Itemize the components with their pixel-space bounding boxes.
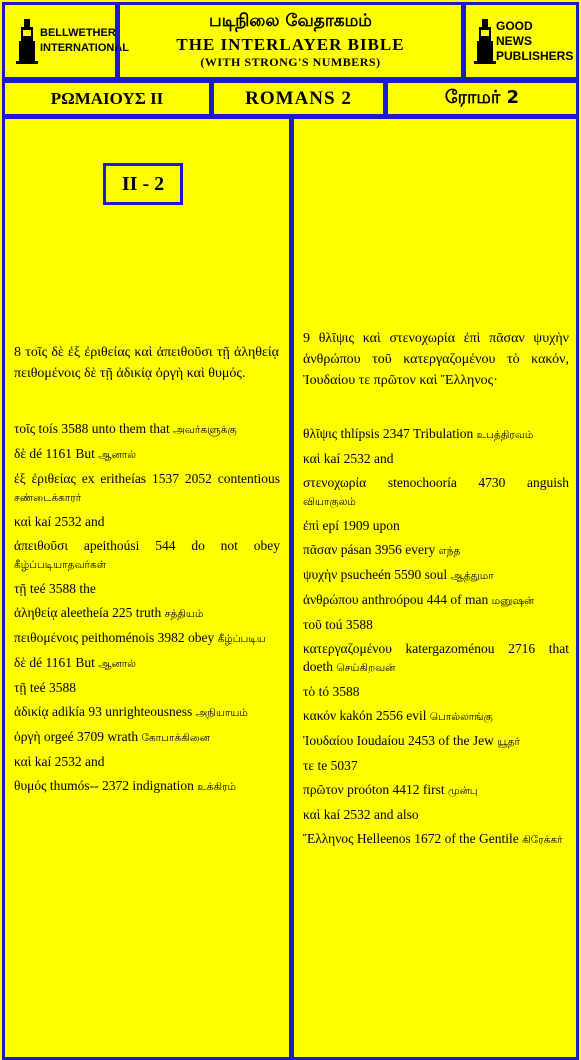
word-entry <box>14 445 280 464</box>
word-english: of man <box>450 592 489 607</box>
word-english: every <box>405 542 436 557</box>
word-greek: ἐξ ἐριθείας <box>14 471 76 486</box>
bell-tower-icon <box>14 17 40 65</box>
word-english: and <box>85 514 105 529</box>
word-strong-number: 3588 <box>61 421 89 436</box>
word-english: first <box>422 782 445 797</box>
word-english: wrath <box>107 729 139 744</box>
word-english: and also <box>374 807 419 822</box>
word-greek: τῇ <box>14 680 27 695</box>
word-entry <box>303 830 569 849</box>
title-tamil: படிநிலை வேதாகமம் <box>209 11 372 31</box>
word-transliteration: ex eritheías <box>81 471 147 486</box>
word-tamil: ஆத்துமா <box>450 570 494 582</box>
word-tamil: அநியாயம் <box>195 707 248 719</box>
good-news-logo-text: GOOD NEWS PUBLISHERS <box>496 18 574 63</box>
word-transliteration: kaí <box>34 754 52 769</box>
word-tamil: சத்தியம் <box>164 608 204 620</box>
word-strong-number: 1161 <box>45 446 73 461</box>
word-transliteration: psucheén <box>340 567 391 582</box>
word-strong-number: 93 <box>88 704 102 719</box>
verse-9-text: 9 θλῖψις καὶ στενοχωρία ἐπὶ πᾶσαν ψυχὴν ἀνθρώπου τοῦ κατεργαζομένου τὸ κακόν, Ἰουδαίου τε πρῶτον καὶ Ἕλληνος· <box>303 331 569 388</box>
tamil-book-header: ரோமர் 2 <box>385 80 579 117</box>
word-entry <box>14 728 280 747</box>
word-transliteration: adikía <box>51 704 85 719</box>
word-greek: ψυχὴν <box>303 567 338 582</box>
word-transliteration: toú <box>325 617 343 632</box>
word-entry <box>303 425 569 444</box>
word-entry <box>303 616 569 634</box>
word-english: that doeth <box>303 641 570 674</box>
word-strong-number: 3588 <box>345 617 373 632</box>
bell-tower-icon <box>474 17 496 65</box>
word-tamil: கோபாக்கினை <box>141 732 210 744</box>
word-greek: ὀργὴ <box>14 729 41 744</box>
word-english: upon <box>372 518 400 533</box>
word-strong-number: 544 <box>155 538 176 553</box>
word-greek: τοῦ <box>303 617 322 632</box>
word-tamil: பொல்லாங்கு <box>429 711 493 723</box>
word-entry <box>14 654 280 673</box>
word-strong-number: 2372 <box>101 778 129 793</box>
word-greek: θυμός <box>14 778 47 793</box>
word-strong-number: 2453 <box>408 733 436 748</box>
word-strong-number: 1537 2052 <box>151 471 212 486</box>
word-strong-number: 3588 <box>49 581 76 596</box>
word-transliteration: teé <box>29 581 46 596</box>
word-greek: κακόν <box>303 708 337 723</box>
word-english: the <box>79 581 96 596</box>
word-entry <box>303 683 569 701</box>
word-entry <box>303 566 569 585</box>
word-english: Tribulation <box>412 426 474 441</box>
word-greek: ἀπειθοῦσι <box>14 538 68 553</box>
word-transliteration: te <box>317 758 328 773</box>
word-greek: θλῖψις <box>303 426 338 441</box>
word-entry <box>14 629 280 648</box>
title-main: THE INTERLAYER BIBLE <box>176 35 405 54</box>
word-greek: καὶ <box>303 807 321 822</box>
word-greek: Ἕλληνος <box>303 831 354 846</box>
word-strong-number: 2532 <box>343 807 371 822</box>
word-transliteration: thumós-- <box>49 778 99 793</box>
word-strong-number: 3982 <box>157 630 185 645</box>
word-greek: τῇ <box>14 581 27 596</box>
word-strong-number: 5590 <box>394 567 422 582</box>
word-entry <box>14 580 280 598</box>
word-greek: ἐπὶ <box>303 518 320 533</box>
word-tamil: எந்த <box>438 545 461 557</box>
title-box <box>117 2 464 80</box>
word-transliteration: apeithoúsi <box>83 538 140 553</box>
word-greek: καὶ <box>14 754 32 769</box>
verse-8-text: 8 τοῖς δὲ ἐξ ἐριθείας καὶ ἀπειθοῦσι τῇ ἀληθείᾳ πειθομένοις δὲ τῇ ἀδικίᾳ ὀργὴ καὶ θυμός. <box>14 345 279 381</box>
word-transliteration: dé <box>29 655 43 670</box>
word-transliteration: teé <box>29 680 46 695</box>
bellwether-logo <box>14 17 130 65</box>
word-greek: δὲ <box>14 655 27 670</box>
word-entry <box>14 513 280 531</box>
word-entry <box>303 640 569 677</box>
word-transliteration: thlípsis <box>340 426 380 441</box>
word-english: do not obey <box>191 538 281 553</box>
word-greek: τοῖς <box>14 421 36 436</box>
word-greek: τε <box>303 758 315 773</box>
word-transliteration: epí <box>322 518 339 533</box>
word-tamil: ஆனால் <box>98 449 136 461</box>
word-transliteration: dé <box>29 446 43 461</box>
word-entry <box>14 470 280 507</box>
word-entry <box>303 732 569 751</box>
word-greek: καὶ <box>303 451 321 466</box>
word-tamil: உக்கிரம் <box>197 781 236 793</box>
word-entry <box>14 604 280 623</box>
word-greek: κατεργαζομένου <box>303 641 392 656</box>
left-word-list <box>14 420 280 802</box>
word-greek: δὲ <box>14 446 27 461</box>
word-entry <box>14 777 280 796</box>
word-entry <box>303 757 569 775</box>
word-english: But <box>75 446 95 461</box>
word-strong-number: 4412 <box>392 782 420 797</box>
word-english: unrighteousness <box>105 704 193 719</box>
word-english: obey <box>187 630 215 645</box>
word-strong-number: 1909 <box>342 518 370 533</box>
word-entry <box>303 517 569 535</box>
word-greek: ἀδικίᾳ <box>14 704 49 719</box>
word-transliteration: kaí <box>323 807 341 822</box>
word-transliteration: pásan <box>340 542 372 557</box>
word-transliteration: stenochooría <box>387 475 457 490</box>
word-transliteration: kakón <box>339 708 373 723</box>
word-english: evil <box>406 708 427 723</box>
word-transliteration: kaí <box>323 451 341 466</box>
word-entry <box>14 679 280 697</box>
word-strong-number: 2532 <box>54 514 82 529</box>
word-greek: ἀνθρώπου <box>303 592 359 607</box>
word-transliteration: peithoménois <box>81 630 155 645</box>
word-transliteration: orgeé <box>43 729 74 744</box>
word-tamil: மனுஷன் <box>491 595 535 607</box>
good-news-logo <box>474 17 574 65</box>
word-greek: Ἰουδαίου <box>303 733 354 748</box>
word-tamil: வியாகுலம் <box>303 496 356 508</box>
word-entry <box>303 474 569 511</box>
word-transliteration: kaí <box>34 514 52 529</box>
word-strong-number: 2532 <box>343 451 371 466</box>
word-english: of the Gentile <box>444 831 519 846</box>
word-tamil: யூதர் <box>497 736 521 748</box>
word-tamil: சண்டைக்காரர் <box>14 492 82 504</box>
word-english: contentious <box>217 471 280 486</box>
word-tamil: ஆனால் <box>98 658 136 670</box>
word-strong-number: 2716 <box>508 641 536 656</box>
word-tamil: அவர்களுக்கு <box>173 424 237 436</box>
word-english: But <box>75 655 95 670</box>
word-strong-number: 2532 <box>54 754 82 769</box>
right-word-list <box>303 425 569 855</box>
word-strong-number: 5037 <box>330 758 358 773</box>
word-english: unto them that <box>91 421 170 436</box>
right-logo-box <box>463 2 579 80</box>
word-strong-number: 1672 <box>414 831 442 846</box>
word-transliteration: tó <box>318 684 330 699</box>
title-sub: (WITH STRONG'S NUMBERS) <box>200 55 381 69</box>
bellwether-logo-text: BELLWETHER INTERNATIONAL <box>40 27 130 54</box>
word-tamil: கிரேக்கர் <box>522 834 563 846</box>
word-strong-number: 4730 <box>478 475 506 490</box>
word-transliteration: toís <box>38 421 59 436</box>
word-entry <box>14 420 280 439</box>
word-strong-number: 1161 <box>45 655 73 670</box>
word-tamil: கீழ்ப்படியாதவர்கள் <box>14 559 107 571</box>
english-book-header: ROMANS 2 <box>211 80 386 117</box>
word-transliteration: anthroópou <box>361 592 424 607</box>
word-entry <box>303 707 569 726</box>
word-tamil: செய்கிறவன் <box>336 662 396 674</box>
word-english: truth <box>135 605 162 620</box>
word-entry <box>303 781 569 800</box>
word-greek: πρῶτον <box>303 782 344 797</box>
word-entry <box>303 591 569 610</box>
word-entry <box>303 541 569 560</box>
word-strong-number: 3956 <box>374 542 402 557</box>
word-entry <box>14 537 280 574</box>
word-english: anguish <box>527 475 570 490</box>
word-entry <box>303 450 569 468</box>
word-tamil: முன்பு <box>447 785 478 797</box>
word-english: and <box>374 451 394 466</box>
word-tamil: உபத்திரவம் <box>476 429 534 441</box>
left-logo-box <box>2 2 130 80</box>
word-strong-number: 3588 <box>49 680 76 695</box>
word-entry <box>14 753 280 771</box>
greek-book-header: ΡΩΜΑΙΟΥΣ II <box>2 80 212 117</box>
word-greek: ἀληθείᾳ <box>14 605 58 620</box>
word-entry <box>14 703 280 722</box>
word-greek: καὶ <box>14 514 32 529</box>
word-strong-number: 225 <box>112 605 133 620</box>
word-transliteration: katergazoménou <box>405 641 495 656</box>
word-greek: τὸ <box>303 684 316 699</box>
word-greek: στενοχωρία <box>303 475 367 490</box>
word-english: of the Jew <box>438 733 494 748</box>
word-english: and <box>85 754 105 769</box>
word-strong-number: 444 <box>426 592 448 607</box>
word-transliteration: Helleenos <box>356 831 411 846</box>
word-entry <box>303 806 569 824</box>
word-transliteration: Ioudaíou <box>356 733 405 748</box>
word-strong-number: 2347 <box>382 426 410 441</box>
word-tamil: கீழ்ப்படிய <box>217 633 266 645</box>
word-greek: πᾶσαν <box>303 542 338 557</box>
word-transliteration: proóton <box>347 782 390 797</box>
chapter-label: II - 2 <box>103 163 183 205</box>
word-strong-number: 2556 <box>375 708 403 723</box>
word-greek: πειθομένοις <box>14 630 79 645</box>
word-strong-number: 3709 <box>77 729 105 744</box>
word-strong-number: 3588 <box>332 684 360 699</box>
word-english: soul <box>424 567 448 582</box>
word-transliteration: aleetheía <box>60 605 109 620</box>
word-english: indignation <box>132 778 194 793</box>
